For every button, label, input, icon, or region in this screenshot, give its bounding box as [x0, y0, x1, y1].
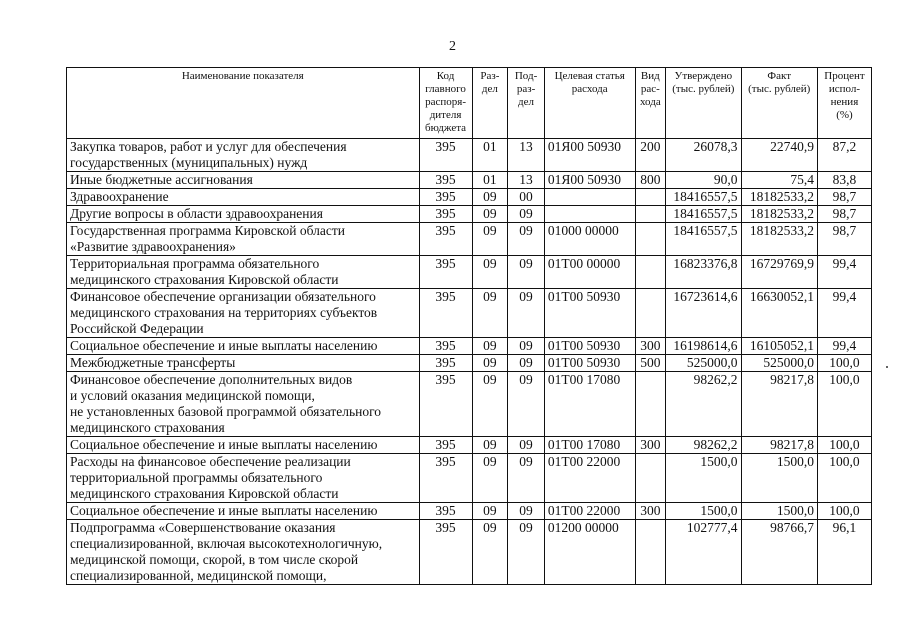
cell-target-article: 01Я00 50930	[544, 172, 635, 189]
cell-expense-kind	[635, 189, 666, 206]
cell-target-article: 01Т00 50930	[544, 289, 635, 338]
cell-subsection: 13	[508, 172, 545, 189]
cell-percent: 99,4	[817, 289, 871, 338]
cell-fact: 1500,0	[741, 503, 817, 520]
cell-fact: 98766,7	[741, 520, 817, 585]
cell-subsection: 09	[508, 256, 545, 289]
cell-subsection: 09	[508, 223, 545, 256]
cell-percent: 87,2	[817, 139, 871, 172]
cell-approved: 18416557,5	[666, 189, 741, 206]
cell-section: 09	[472, 223, 508, 256]
cell-indicator-name: Финансовое обеспечение дополнительных видов и условий оказания медицинской помощи, не установленных базовой программой обязательного медицинского страхования	[67, 372, 420, 437]
table-row	[67, 139, 872, 172]
cell-indicator-name: Государственная программа Кировской области «Развитие здравоохранения»	[67, 223, 420, 256]
cell-approved: 16823376,8	[666, 256, 741, 289]
table-row	[67, 520, 872, 585]
cell-section: 09	[472, 437, 508, 454]
cell-subsection: 09	[508, 289, 545, 338]
cell-administrator-code: 395	[419, 437, 472, 454]
header-subsection: Под- раз- дел	[508, 68, 545, 139]
table-row	[67, 206, 872, 223]
cell-subsection: 09	[508, 206, 545, 223]
table-row	[67, 289, 872, 338]
header-expense-kind: Вид рас- хода	[635, 68, 666, 139]
stray-dot-mark	[886, 366, 888, 368]
cell-fact: 98217,8	[741, 437, 817, 454]
cell-section: 09	[472, 256, 508, 289]
table-row	[67, 372, 872, 437]
cell-approved: 26078,3	[666, 139, 741, 172]
cell-fact: 16729769,9	[741, 256, 817, 289]
table-row	[67, 223, 872, 256]
cell-target-article: 01Т00 00000	[544, 256, 635, 289]
cell-administrator-code: 395	[419, 172, 472, 189]
cell-percent: 100,0	[817, 437, 871, 454]
cell-section: 09	[472, 289, 508, 338]
cell-expense-kind: 300	[635, 437, 666, 454]
cell-subsection: 09	[508, 338, 545, 355]
cell-approved: 90,0	[666, 172, 741, 189]
cell-indicator-name: Расходы на финансовое обеспечение реализации территориальной программы обязательного медицинского страхования Кировской области	[67, 454, 420, 503]
header-percent: Процент испол- нения (%)	[817, 68, 871, 139]
page-number: 2	[449, 39, 456, 54]
cell-approved: 98262,2	[666, 437, 741, 454]
cell-indicator-name: Финансовое обеспечение организации обязательного медицинского страхования на территориях субъектов Российской Федерации	[67, 289, 420, 338]
cell-indicator-name: Межбюджетные трансферты	[67, 355, 420, 372]
table-row	[67, 355, 872, 372]
table-row	[67, 503, 872, 520]
cell-section: 09	[472, 189, 508, 206]
cell-subsection: 00	[508, 189, 545, 206]
cell-section: 09	[472, 372, 508, 437]
cell-target-article: 01Т00 17080	[544, 372, 635, 437]
table-row	[67, 172, 872, 189]
cell-expense-kind: 800	[635, 172, 666, 189]
cell-administrator-code: 395	[419, 139, 472, 172]
cell-fact: 98217,8	[741, 372, 817, 437]
cell-subsection: 09	[508, 503, 545, 520]
cell-expense-kind: 200	[635, 139, 666, 172]
cell-fact: 22740,9	[741, 139, 817, 172]
cell-expense-kind	[635, 223, 666, 256]
cell-target-article: 01Т00 50930	[544, 338, 635, 355]
cell-expense-kind	[635, 206, 666, 223]
cell-approved: 525000,0	[666, 355, 741, 372]
cell-target-article: 01000 00000	[544, 223, 635, 256]
cell-section: 09	[472, 355, 508, 372]
cell-subsection: 09	[508, 437, 545, 454]
cell-subsection: 09	[508, 355, 545, 372]
cell-indicator-name: Социальное обеспечение и иные выплаты населению	[67, 338, 420, 355]
cell-target-article: 01Т00 17080	[544, 437, 635, 454]
table-header-row	[67, 68, 872, 139]
cell-expense-kind	[635, 454, 666, 503]
cell-fact: 18182533,2	[741, 223, 817, 256]
header-indicator-name: Наименование показателя	[67, 68, 420, 139]
cell-percent: 100,0	[817, 503, 871, 520]
cell-expense-kind	[635, 372, 666, 437]
cell-subsection: 09	[508, 520, 545, 585]
cell-target-article: 01Т00 22000	[544, 454, 635, 503]
cell-indicator-name: Закупка товаров, работ и услуг для обеспечения государственных (муниципальных) нужд	[67, 139, 420, 172]
cell-section: 09	[472, 520, 508, 585]
cell-subsection: 09	[508, 372, 545, 437]
cell-section: 01	[472, 172, 508, 189]
cell-expense-kind: 300	[635, 503, 666, 520]
cell-expense-kind	[635, 289, 666, 338]
cell-expense-kind: 500	[635, 355, 666, 372]
cell-administrator-code: 395	[419, 520, 472, 585]
cell-percent: 100,0	[817, 454, 871, 503]
cell-percent: 100,0	[817, 355, 871, 372]
cell-administrator-code: 395	[419, 372, 472, 437]
cell-section: 01	[472, 139, 508, 172]
cell-percent: 98,7	[817, 206, 871, 223]
cell-administrator-code: 395	[419, 289, 472, 338]
cell-indicator-name: Здравоохранение	[67, 189, 420, 206]
cell-approved: 1500,0	[666, 503, 741, 520]
cell-approved: 18416557,5	[666, 206, 741, 223]
cell-target-article: 01200 00000	[544, 520, 635, 585]
cell-fact: 1500,0	[741, 454, 817, 503]
cell-administrator-code: 395	[419, 454, 472, 503]
cell-percent: 100,0	[817, 372, 871, 437]
cell-administrator-code: 395	[419, 256, 472, 289]
header-approved: Утверждено (тыс. рублей)	[666, 68, 741, 139]
cell-fact: 525000,0	[741, 355, 817, 372]
cell-indicator-name: Социальное обеспечение и иные выплаты населению	[67, 503, 420, 520]
cell-administrator-code: 395	[419, 503, 472, 520]
cell-target-article: 01Т00 22000	[544, 503, 635, 520]
cell-indicator-name: Другие вопросы в области здравоохранения	[67, 206, 420, 223]
cell-administrator-code: 395	[419, 189, 472, 206]
cell-percent: 83,8	[817, 172, 871, 189]
cell-administrator-code: 395	[419, 223, 472, 256]
cell-administrator-code: 395	[419, 355, 472, 372]
cell-percent: 99,4	[817, 338, 871, 355]
cell-expense-kind: 300	[635, 338, 666, 355]
cell-fact: 75,4	[741, 172, 817, 189]
cell-percent: 98,7	[817, 223, 871, 256]
cell-indicator-name: Территориальная программа обязательного медицинского страхования Кировской области	[67, 256, 420, 289]
cell-section: 09	[472, 338, 508, 355]
cell-expense-kind	[635, 256, 666, 289]
cell-percent: 99,4	[817, 256, 871, 289]
table-row	[67, 454, 872, 503]
cell-target-article: 01Я00 50930	[544, 139, 635, 172]
cell-target-article	[544, 189, 635, 206]
cell-approved: 98262,2	[666, 372, 741, 437]
cell-approved: 16198614,6	[666, 338, 741, 355]
cell-target-article	[544, 206, 635, 223]
cell-section: 09	[472, 503, 508, 520]
budget-execution-table	[66, 67, 872, 585]
header-section: Раз- дел	[472, 68, 508, 139]
table-row	[67, 437, 872, 454]
cell-approved: 18416557,5	[666, 223, 741, 256]
cell-section: 09	[472, 454, 508, 503]
cell-administrator-code: 395	[419, 206, 472, 223]
cell-indicator-name: Социальное обеспечение и иные выплаты населению	[67, 437, 420, 454]
cell-approved: 102777,4	[666, 520, 741, 585]
cell-fact: 16105052,1	[741, 338, 817, 355]
cell-fact: 18182533,2	[741, 189, 817, 206]
cell-administrator-code: 395	[419, 338, 472, 355]
header-administrator-code: Код главного распоря- дителя бюджета	[419, 68, 472, 139]
cell-fact: 16630052,1	[741, 289, 817, 338]
cell-section: 09	[472, 206, 508, 223]
table-row	[67, 189, 872, 206]
cell-indicator-name: Подпрограмма «Совершенствование оказания специализированной, включая высокотехнологичную, медицинской помощи, скорой, в том числе скорой специализированной, медицинской помощи,	[67, 520, 420, 585]
header-fact: Факт (тыс. рублей)	[741, 68, 817, 139]
table-row	[67, 338, 872, 355]
cell-percent: 98,7	[817, 189, 871, 206]
cell-target-article: 01Т00 50930	[544, 355, 635, 372]
cell-approved: 1500,0	[666, 454, 741, 503]
cell-subsection: 13	[508, 139, 545, 172]
cell-subsection: 09	[508, 454, 545, 503]
cell-fact: 18182533,2	[741, 206, 817, 223]
cell-indicator-name: Иные бюджетные ассигнования	[67, 172, 420, 189]
table-row	[67, 256, 872, 289]
cell-expense-kind	[635, 520, 666, 585]
cell-percent: 96,1	[817, 520, 871, 585]
header-target-article: Целевая статья расхода	[544, 68, 635, 139]
cell-approved: 16723614,6	[666, 289, 741, 338]
